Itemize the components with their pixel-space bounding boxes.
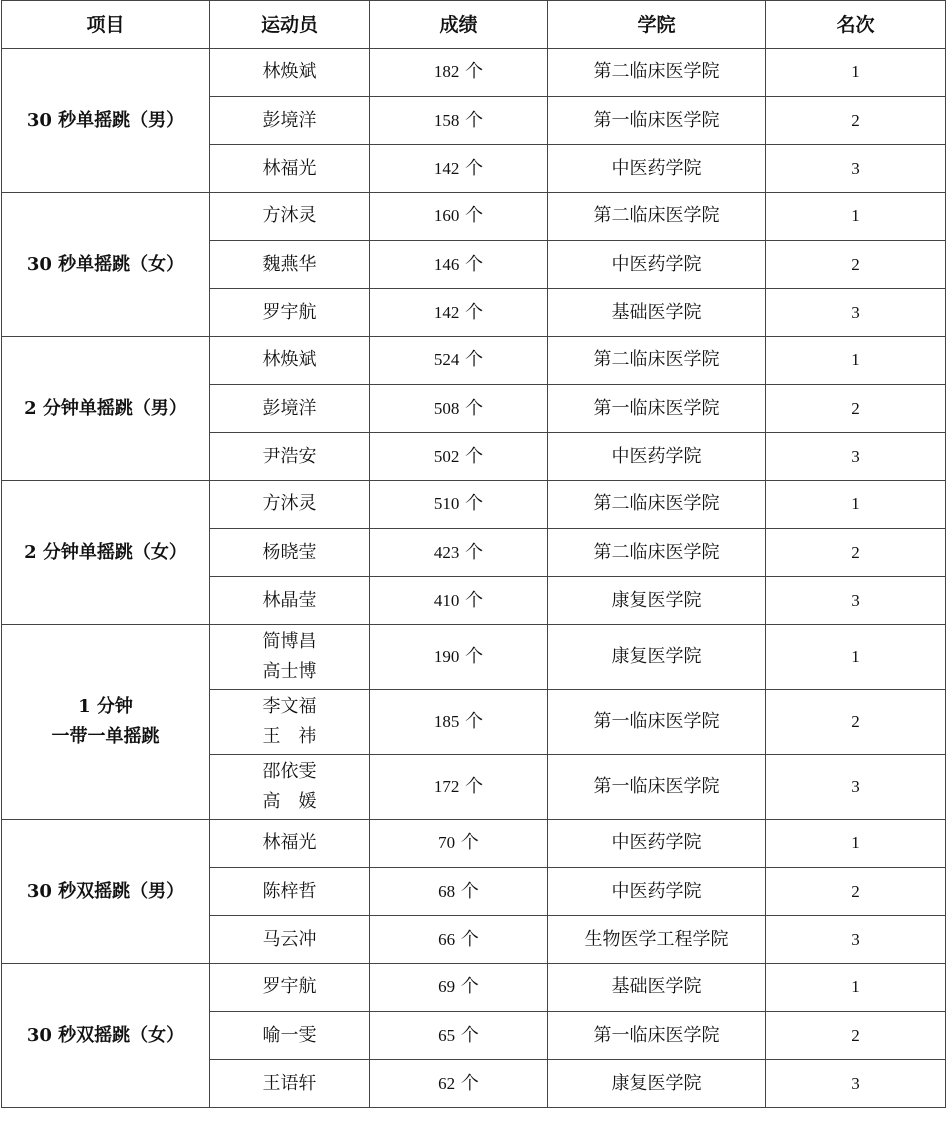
score-cell — [370, 97, 548, 145]
rank-cell: 3 — [766, 577, 946, 625]
header-event: 项目 — [2, 1, 210, 49]
athlete-cell — [210, 49, 370, 97]
athlete-cell — [210, 577, 370, 625]
college-cell: 中医药学院 — [548, 820, 766, 868]
rank-cell: 2 — [766, 97, 946, 145]
score-value: 182 — [433, 62, 460, 81]
athlete-name: 魏燕华 — [262, 253, 317, 275]
event-label-line2: 一带一单摇跳 — [51, 726, 160, 747]
score-unit: 个 — [460, 880, 479, 902]
score-cell — [370, 337, 548, 385]
score-unit: 个 — [465, 349, 484, 370]
athlete-name: 罗宇航 — [262, 301, 317, 323]
score-cell — [370, 1012, 548, 1060]
college-cell: 康复医学院 — [548, 1060, 766, 1108]
college-cell: 第一临床医学院 — [548, 1012, 766, 1060]
score-value: 142 — [433, 158, 460, 178]
score-cell — [370, 145, 548, 193]
score-unit: 个 — [465, 445, 484, 467]
athlete-name: 邵依雯 — [262, 761, 317, 782]
athlete-name: 林福光 — [262, 832, 317, 853]
college-cell: 康复医学院 — [548, 625, 766, 690]
score-value: 190 — [433, 647, 460, 666]
athlete-cell — [210, 481, 370, 529]
header-row — [2, 1, 946, 49]
event-cell — [2, 193, 210, 337]
score-unit: 个 — [465, 776, 484, 797]
event-number: 30 — [26, 1024, 52, 1046]
athlete-cell — [210, 1060, 370, 1108]
event-cell — [2, 337, 210, 481]
rank-cell: 1 — [766, 337, 946, 385]
athlete-name: 彭境洋 — [262, 109, 317, 131]
score-value: 62 — [438, 1073, 456, 1093]
college-cell: 中医药学院 — [548, 868, 766, 916]
event-label: 秒单摇跳（女） — [58, 253, 185, 275]
score-unit: 个 — [465, 157, 484, 179]
athlete-name: 罗宇航 — [262, 976, 317, 997]
score-value: 69 — [438, 977, 456, 996]
score-unit: 个 — [465, 711, 484, 732]
event-cell — [2, 820, 210, 964]
header-college: 学院 — [548, 1, 766, 49]
event-cell — [2, 625, 210, 820]
athlete-name: 马云冲 — [262, 928, 317, 950]
score-value: 142 — [433, 302, 460, 322]
college-cell: 第二临床医学院 — [548, 529, 766, 577]
score-cell — [370, 916, 548, 964]
college-cell: 中医药学院 — [548, 433, 766, 481]
table-row — [2, 625, 946, 690]
score-unit: 个 — [460, 1024, 479, 1046]
athlete-name: 林福光 — [262, 157, 317, 179]
rank-cell: 3 — [766, 145, 946, 193]
score-cell — [370, 964, 548, 1012]
college-cell: 中医药学院 — [548, 241, 766, 289]
event-label: 秒双摇跳（男） — [58, 880, 185, 902]
rank-cell: 3 — [766, 1060, 946, 1108]
college-cell: 生物医学工程学院 — [548, 916, 766, 964]
score-cell — [370, 820, 548, 868]
score-value: 502 — [433, 446, 460, 466]
score-cell — [370, 193, 548, 241]
rank-cell: 3 — [766, 916, 946, 964]
athlete-name: 李文福 — [262, 696, 317, 717]
rank-cell: 1 — [766, 481, 946, 529]
rank-cell: 1 — [766, 49, 946, 97]
table-row — [2, 964, 946, 1012]
college-cell: 第二临床医学院 — [548, 481, 766, 529]
event-label: 分钟单摇跳（男） — [42, 397, 187, 419]
score-cell — [370, 868, 548, 916]
score-unit: 个 — [460, 832, 479, 853]
table-row — [2, 337, 946, 385]
event-label: 秒单摇跳（男） — [58, 109, 185, 131]
table-row — [2, 49, 946, 97]
athlete-name: 彭境洋 — [262, 397, 317, 419]
score-unit: 个 — [465, 493, 484, 514]
athlete-name: 王 祎 — [262, 726, 317, 747]
header-score: 成绩 — [370, 1, 548, 49]
college-cell: 基础医学院 — [548, 289, 766, 337]
table-row — [2, 820, 946, 868]
score-unit: 个 — [465, 589, 484, 611]
athlete-cell — [210, 193, 370, 241]
athlete-cell — [210, 868, 370, 916]
college-cell: 第一临床医学院 — [548, 755, 766, 820]
athlete-name: 林焕斌 — [262, 349, 317, 370]
event-label: 秒双摇跳（女） — [58, 1024, 185, 1046]
score-cell — [370, 433, 548, 481]
event-number: 30 — [26, 880, 52, 902]
athlete-cell — [210, 820, 370, 868]
score-value: 158 — [433, 110, 460, 130]
score-value: 160 — [433, 206, 460, 225]
score-unit: 个 — [465, 61, 484, 82]
score-unit: 个 — [465, 301, 484, 323]
athlete-name: 尹浩安 — [262, 445, 317, 467]
header-rank: 名次 — [766, 1, 946, 49]
event-label: 分钟 — [96, 696, 133, 717]
athlete-name: 简博昌 — [262, 631, 317, 652]
college-cell: 第二临床医学院 — [548, 193, 766, 241]
score-value: 146 — [433, 254, 460, 274]
score-value: 66 — [438, 929, 456, 949]
athlete-cell — [210, 755, 370, 820]
rank-cell: 1 — [766, 625, 946, 690]
event-number: 1 — [78, 696, 91, 717]
score-value: 423 — [433, 542, 460, 562]
athlete-cell — [210, 97, 370, 145]
athlete-cell — [210, 241, 370, 289]
score-cell — [370, 289, 548, 337]
athlete-cell — [210, 916, 370, 964]
score-value: 524 — [433, 350, 460, 369]
athlete-cell — [210, 690, 370, 755]
score-cell — [370, 385, 548, 433]
results-table — [1, 0, 946, 1108]
athlete-cell — [210, 433, 370, 481]
college-cell: 康复医学院 — [548, 577, 766, 625]
score-unit: 个 — [465, 541, 484, 563]
event-number: 2 — [24, 541, 37, 563]
score-cell — [370, 481, 548, 529]
rank-cell: 1 — [766, 193, 946, 241]
score-unit: 个 — [460, 976, 479, 997]
score-unit: 个 — [465, 253, 484, 275]
athlete-name: 高 媛 — [262, 791, 317, 812]
rank-cell: 3 — [766, 755, 946, 820]
score-unit: 个 — [465, 205, 484, 226]
score-unit: 个 — [465, 397, 484, 419]
rank-cell: 2 — [766, 868, 946, 916]
score-unit: 个 — [465, 646, 484, 667]
score-unit: 个 — [460, 928, 479, 950]
athlete-cell — [210, 289, 370, 337]
college-cell: 基础医学院 — [548, 964, 766, 1012]
rank-cell: 2 — [766, 690, 946, 755]
score-cell — [370, 625, 548, 690]
event-label: 分钟单摇跳（女） — [42, 541, 187, 563]
rank-cell: 2 — [766, 529, 946, 577]
score-value: 172 — [433, 777, 460, 796]
score-cell — [370, 49, 548, 97]
score-cell — [370, 690, 548, 755]
rank-cell: 2 — [766, 241, 946, 289]
athlete-name: 方沐灵 — [262, 205, 317, 226]
event-cell — [2, 481, 210, 625]
score-cell — [370, 1060, 548, 1108]
table-row — [2, 481, 946, 529]
event-cell — [2, 49, 210, 193]
table-row — [2, 193, 946, 241]
athlete-cell — [210, 625, 370, 690]
rank-cell: 1 — [766, 964, 946, 1012]
athlete-name: 林晶莹 — [262, 589, 317, 611]
athlete-name: 王语轩 — [262, 1072, 317, 1094]
score-value: 510 — [433, 494, 460, 513]
athlete-cell — [210, 145, 370, 193]
score-value: 68 — [438, 881, 456, 901]
college-cell: 中医药学院 — [548, 145, 766, 193]
rank-cell: 3 — [766, 433, 946, 481]
athlete-cell — [210, 529, 370, 577]
athlete-name: 林焕斌 — [262, 61, 317, 82]
college-cell: 第一临床医学院 — [548, 385, 766, 433]
athlete-name: 喻一雯 — [262, 1024, 317, 1046]
header-athlete: 运动员 — [210, 1, 370, 49]
event-number: 30 — [26, 253, 52, 275]
athlete-name: 杨晓莹 — [262, 541, 317, 563]
athlete-cell — [210, 337, 370, 385]
college-cell: 第二临床医学院 — [548, 337, 766, 385]
rank-cell: 2 — [766, 385, 946, 433]
score-unit: 个 — [465, 109, 484, 131]
college-cell: 第一临床医学院 — [548, 690, 766, 755]
rank-cell: 3 — [766, 289, 946, 337]
athlete-name: 陈梓哲 — [262, 880, 317, 902]
score-value: 65 — [438, 1025, 456, 1045]
score-value: 410 — [433, 590, 460, 610]
event-number: 30 — [26, 109, 52, 131]
score-cell — [370, 529, 548, 577]
rank-cell: 2 — [766, 1012, 946, 1060]
score-value: 508 — [433, 398, 460, 418]
athlete-name: 高士博 — [262, 661, 317, 682]
athlete-cell — [210, 1012, 370, 1060]
college-cell: 第二临床医学院 — [548, 49, 766, 97]
score-value: 185 — [433, 712, 460, 731]
score-cell — [370, 577, 548, 625]
athlete-name: 方沐灵 — [262, 493, 317, 514]
rank-cell: 1 — [766, 820, 946, 868]
college-cell: 第一临床医学院 — [548, 97, 766, 145]
athlete-cell — [210, 385, 370, 433]
athlete-cell — [210, 964, 370, 1012]
event-cell — [2, 964, 210, 1108]
score-cell — [370, 755, 548, 820]
score-value: 70 — [438, 833, 456, 852]
score-unit: 个 — [460, 1072, 479, 1094]
results-body — [2, 49, 946, 1108]
score-cell — [370, 241, 548, 289]
event-number: 2 — [24, 397, 37, 419]
